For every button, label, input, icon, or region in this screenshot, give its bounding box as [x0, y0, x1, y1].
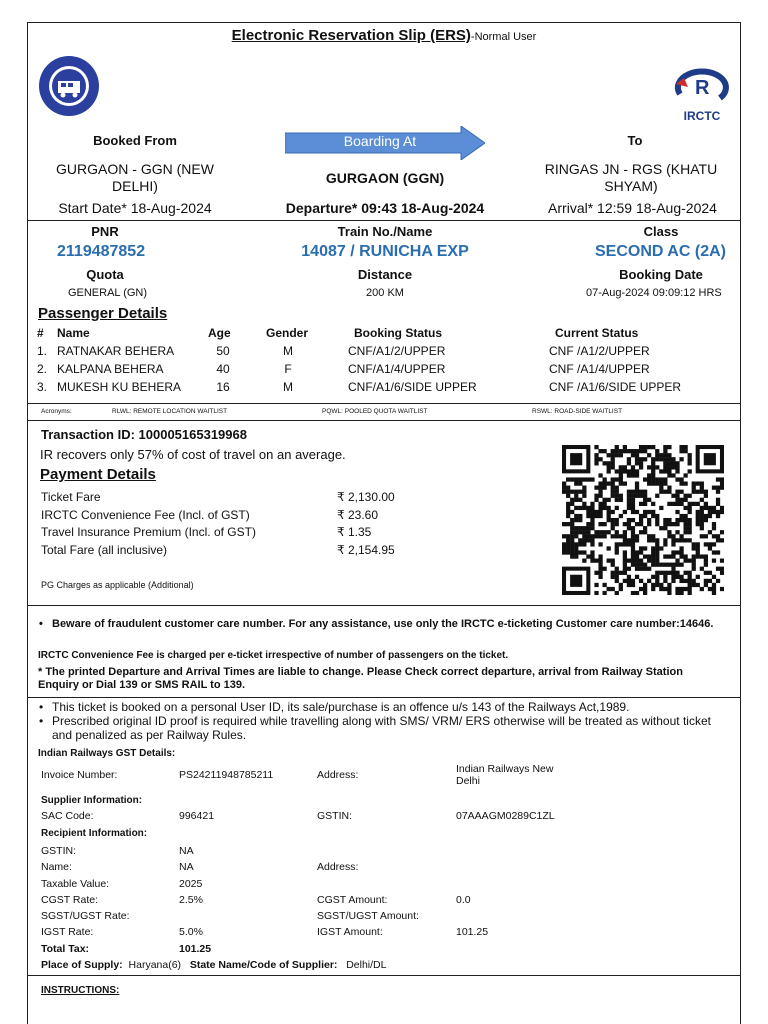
passenger-gender: F	[284, 362, 292, 376]
invoice-label: Invoice Number:	[41, 769, 118, 781]
col-no: #	[37, 326, 44, 340]
page-title: Electronic Reservation Slip (ERS)-Normal User	[231, 27, 537, 44]
state-value: Delhi/DL	[346, 959, 387, 971]
current-status: CNF /A1/6/SIDE UPPER	[549, 380, 682, 394]
to-station: RINGAS JN - RGS (KHATU SHYAM)	[544, 161, 718, 194]
pg-note: PG Charges as applicable (Additional)	[41, 580, 194, 590]
gstin-label: GSTIN:	[317, 810, 353, 822]
fee-notice: IRCTC Convenience Fee is charged per e-ticket irrespective of number of passengers on the ticket.	[38, 650, 509, 661]
transaction-id: Transaction ID: 100005165319968	[41, 427, 247, 442]
cgst-rate: 2.5%	[179, 894, 203, 906]
departure-time: Departure* 09:43 18-Aug-2024	[285, 200, 485, 216]
beware-notice: • Beware of fraudulent customer care number. For any assistance, use only the IRCTC e-ticketing Customer care number:14646.	[52, 618, 718, 631]
indian-railways-logo	[38, 55, 100, 117]
sac-code: 996421	[179, 810, 215, 822]
start-date: Start Date* 18-Aug-2024	[58, 200, 212, 216]
sac-label: SAC Code:	[41, 810, 94, 822]
divider	[27, 403, 741, 404]
cgst-amount-label: CGST Amount:	[317, 894, 388, 906]
irctc-logo: R IRCTC	[668, 64, 736, 122]
pnr-label: PNR	[91, 224, 119, 239]
place-label: Place of Supply:	[41, 959, 123, 971]
divider	[27, 697, 741, 698]
fee-label: IRCTC Convenience Fee (Incl. of GST)	[41, 508, 250, 522]
place-value: Haryana(6)	[128, 959, 182, 971]
payment-heading: Payment Details	[40, 466, 156, 483]
passenger-age: 40	[216, 362, 230, 376]
recipient-gstin-label: GSTIN:	[41, 845, 77, 857]
passenger-gender: M	[283, 380, 293, 394]
col-name: Name	[57, 326, 90, 340]
igst-rate: 5.0%	[179, 926, 203, 938]
supplier-heading: Supplier Information:	[41, 795, 143, 806]
class-value: SECOND AC (2A)	[595, 243, 726, 260]
recipient-heading: Recipient Information:	[41, 828, 148, 839]
distance-label: Distance	[357, 267, 413, 282]
to-label: To	[627, 133, 643, 148]
total-tax-label: Total Tax:	[41, 943, 90, 955]
igst-rate-label: IGST Rate:	[41, 926, 94, 938]
sgst-amount-label: SGST/UGST Amount:	[317, 910, 419, 922]
row-no: 3.	[37, 380, 48, 394]
sgst-rate-label: SGST/UGST Rate:	[41, 910, 130, 922]
booking-status: CNF/A1/2/UPPER	[348, 344, 446, 358]
passenger-age: 50	[216, 344, 230, 358]
from-station: GURGAON - GGN (NEW DELHI)	[56, 161, 214, 194]
state-label: State Name/Code of Supplier:	[189, 959, 338, 971]
recover-note: IR recovers only 57% of cost of travel on an average.	[40, 447, 346, 462]
divider	[27, 420, 741, 421]
place-of-supply	[41, 959, 386, 971]
arrival-time: Arrival* 12:59 18-Aug-2024	[548, 200, 717, 216]
fare-label: Ticket Fare	[41, 490, 101, 504]
total-value: ₹ 2,154.95	[337, 543, 395, 557]
divider	[27, 605, 741, 606]
fare-value: ₹ 2,130.00	[337, 490, 395, 504]
current-status: CNF /A1/2/UPPER	[549, 344, 650, 358]
col-age: Age	[208, 326, 231, 340]
train-value: 14087 / RUNICHA EXP	[301, 243, 469, 260]
qr-code	[562, 445, 724, 595]
pnr-value: 2119487852	[57, 243, 146, 260]
divider	[27, 975, 741, 976]
divider	[27, 220, 741, 221]
total-tax: 101.25	[179, 943, 212, 955]
quota-value: GENERAL (GN)	[67, 287, 148, 299]
acronym-pqwl: PQWL: POOLED QUOTA WAITLIST	[322, 408, 428, 415]
igst-amount: 101.25	[456, 926, 489, 938]
col-current-status: Current Status	[555, 326, 639, 340]
recipient-name: NA	[179, 861, 194, 873]
passenger-name: RATNAKAR BEHERA	[57, 344, 175, 358]
personal-notice: • This ticket is booked on a personal User ID, its sale/purchase is an offence u/s 143 of the Railways Act,1989.	[52, 700, 732, 714]
booking-date-label: Booking Date	[619, 267, 703, 282]
igst-amount-label: IGST Amount:	[317, 926, 383, 938]
passenger-heading: Passenger Details	[38, 305, 168, 322]
total-label: Total Fare (all inclusive)	[41, 543, 168, 557]
quota-label: Quota	[86, 267, 124, 282]
passenger-age: 16	[216, 380, 230, 394]
recipient-name-label: Name:	[41, 861, 72, 873]
boarding-at-arrow	[285, 126, 485, 158]
times-notice: * The printed Departure and Arrival Times are liable to change. Please Check correct departure, arrival from Railway Station Enquiry or Dial 139 or SMS RAIL to 139.	[38, 666, 683, 691]
recipient-address-label: Address:	[317, 861, 359, 873]
svg-text:R: R	[695, 77, 710, 99]
taxable-label: Taxable Value:	[41, 878, 110, 890]
boarding-at-label: Boarding At	[343, 133, 417, 149]
taxable-value: 2025	[179, 878, 203, 890]
cgst-amount: 0.0	[456, 894, 471, 906]
acronym-rlwl: RLWL: REMOTE LOCATION WAITLIST	[112, 408, 228, 415]
row-no: 2.	[37, 362, 48, 376]
class-label: Class	[643, 224, 679, 239]
fee-value: ₹ 23.60	[337, 508, 378, 522]
instructions-label: INSTRUCTIONS:	[41, 985, 120, 996]
passenger-name: MUKESH KU BEHERA	[57, 380, 182, 394]
row-no: 1.	[37, 344, 48, 358]
passenger-name: KALPANA BEHERA	[57, 362, 164, 376]
supplier-address: Indian Railways New Delhi	[456, 763, 554, 787]
booking-status: CNF/A1/4/UPPER	[348, 362, 446, 376]
insurance-value: ₹ 1.35	[337, 525, 372, 539]
acronym-rswl: RSWL: ROAD-SIDE WAITLIST	[532, 408, 623, 415]
boarding-station: GURGAON (GGN)	[325, 170, 445, 186]
col-booking-status: Booking Status	[354, 326, 443, 340]
passenger-gender: M	[283, 344, 293, 358]
gstin-value: 07AAAGM0289C1ZL	[456, 810, 555, 822]
col-gender: Gender	[266, 326, 309, 340]
distance-value: 200 KM	[366, 287, 404, 299]
insurance-label: Travel Insurance Premium (Incl. of GST)	[41, 525, 256, 539]
cgst-rate-label: CGST Rate:	[41, 894, 98, 906]
acronyms-label: Acronyms:	[41, 408, 72, 415]
booking-status: CNF/A1/6/SIDE UPPER	[348, 380, 477, 394]
train-label: Train No./Name	[337, 224, 433, 239]
id-proof-notice: • Prescribed original ID proof is required while travelling along with SMS/ VRM/ ERS otherwise will be treated as without ticket and penalized as per Railway Rules.	[52, 714, 732, 742]
booking-date-value: 07-Aug-2024 09:09:12 HRS	[586, 287, 722, 299]
gst-heading: Indian Railways GST Details:	[38, 748, 176, 759]
invoice-number: PS24211948785211	[179, 769, 274, 781]
address-label: Address:	[317, 769, 359, 781]
current-status: CNF /A1/4/UPPER	[549, 362, 650, 376]
booked-from-label: Booked From	[93, 133, 177, 148]
recipient-gstin: NA	[179, 845, 194, 857]
